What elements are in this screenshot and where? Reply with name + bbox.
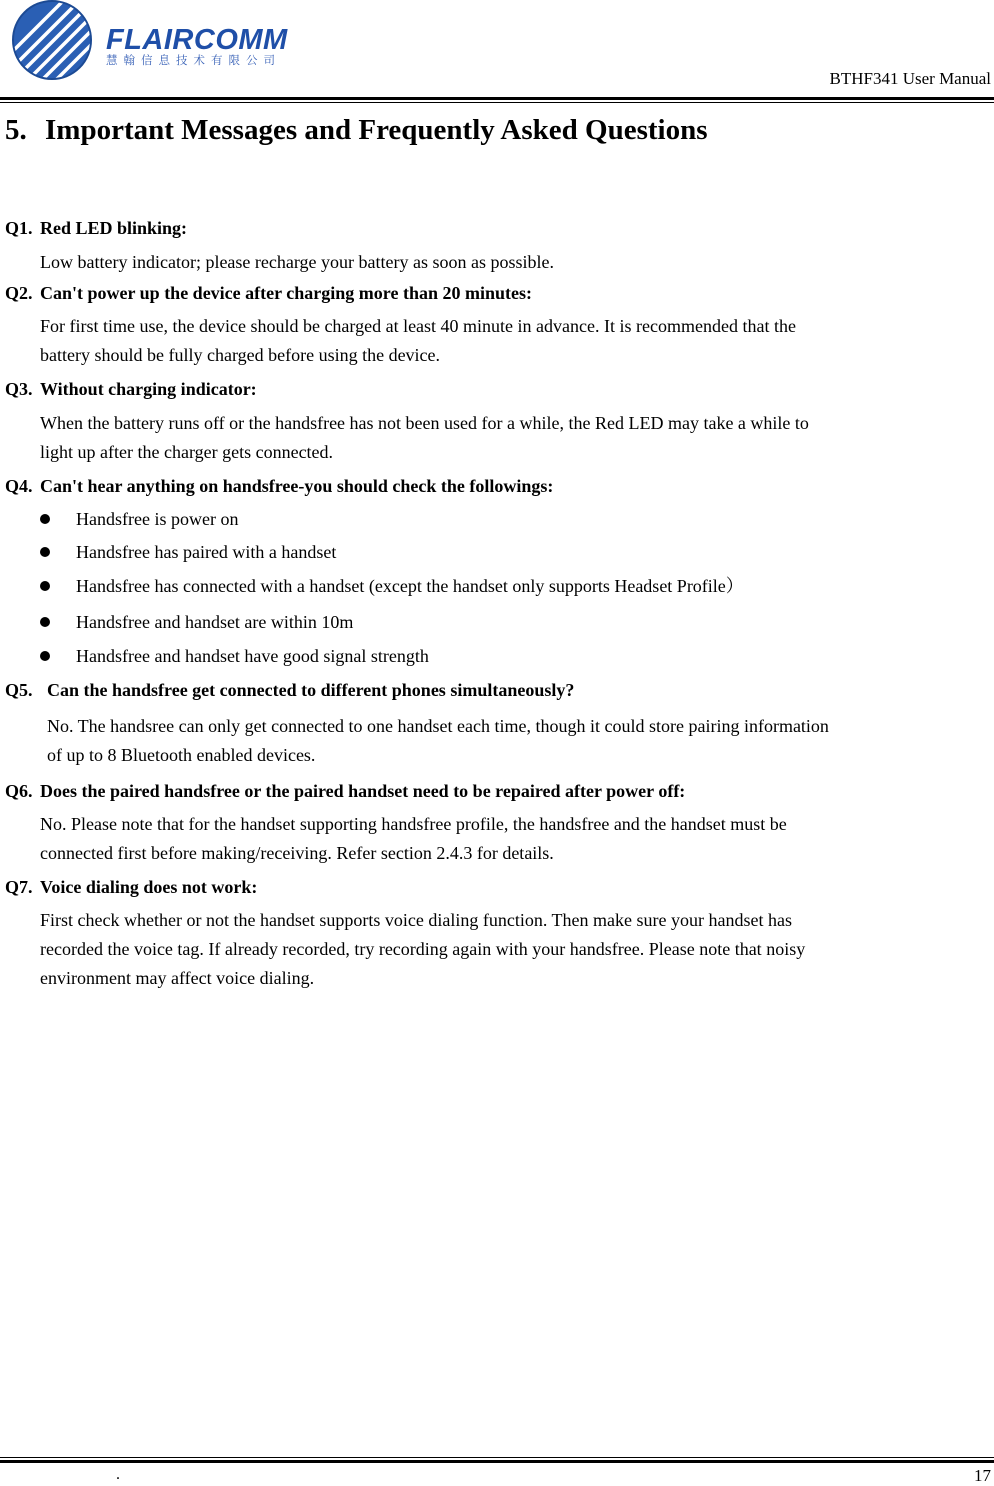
footer-rule-thick: [0, 1460, 994, 1463]
bullet-icon: [40, 651, 50, 661]
answer-line: For first time use, the device should be charged at least 40 minute in advance. It is recommended that the: [40, 316, 796, 336]
bullet-icon: [40, 581, 50, 591]
answer-line: light up after the charger gets connected.: [40, 442, 334, 462]
faq-answer-7: [40, 906, 805, 993]
faq-answer-1: [40, 248, 554, 277]
section-heading: [5, 114, 708, 147]
answer-line: First check whether or not the handset supports voice dialing function. Then make sure your handset has: [40, 910, 792, 930]
question-text: Can't power up the device after charging more than 20 minutes:: [40, 283, 532, 303]
answer-line: No. The handsree can only get connected to one handset each time, though it could store pairing information: [47, 716, 829, 736]
checklist-item: Handsfree is power on: [40, 508, 238, 530]
question-number: Q6.: [5, 781, 33, 801]
page-number: 17: [974, 1466, 991, 1485]
section-title-text: Important Messages and Frequently Asked Questions: [45, 114, 708, 146]
faq-question-3: [5, 378, 257, 400]
answer-line: No. Please note that for the handset supporting handsfree profile, the handsfree and the handset must be: [40, 814, 787, 834]
question-text: Does the paired handsfree or the paired handset need to be repaired after power off:: [40, 781, 686, 801]
header-rule-thick: [0, 97, 994, 100]
footer-rule-thin: [0, 1457, 994, 1458]
question-number: Q1.: [5, 218, 33, 238]
faq-answer-3: [40, 409, 809, 467]
faq-question-6: [5, 780, 685, 802]
flaircomm-logo: [6, 0, 306, 84]
faq-answer-6: [40, 810, 787, 868]
answer-line: environment may affect voice dialing.: [40, 968, 315, 988]
answer-line: When the battery runs off or the handsfree has not been used for a while, the Red LED may take a while to: [40, 413, 809, 433]
section-number: 5.: [5, 114, 27, 146]
bullet-icon: [40, 514, 50, 524]
question-number: Q4.: [5, 476, 33, 496]
answer-line: recorded the voice tag. If already recorded, try recording again with your handsfree. Please note that noisy: [40, 939, 806, 959]
question-number: Q2.: [5, 283, 33, 303]
logo-wordmark: FLAIRCOMM: [106, 24, 288, 56]
flaircomm-logo-icon: [6, 0, 102, 84]
question-text: Can't hear anything on handsfree-you should check the followings:: [40, 476, 554, 496]
answer-line: connected first before making/receiving. Refer section 2.4.3 for details.: [40, 843, 554, 863]
answer-line: of up to 8 Bluetooth enabled devices.: [47, 745, 316, 765]
faq-question-1: [5, 217, 187, 239]
question-text: Voice dialing does not work:: [40, 877, 258, 897]
bullet-icon: [40, 617, 50, 627]
question-text: Without charging indicator:: [40, 379, 257, 399]
checklist-item: Handsfree has paired with a handset: [40, 541, 336, 563]
question-number: Q7.: [5, 877, 33, 897]
faq-question-4: [5, 475, 553, 497]
bullet-icon: [40, 547, 50, 557]
checklist-item: Handsfree and handset are within 10m: [40, 611, 353, 633]
footer-mark: .: [116, 1466, 120, 1483]
question-text: Red LED blinking:: [40, 218, 188, 238]
faq-answer-2: [40, 312, 796, 370]
checklist-item: Handsfree and handset have good signal strength: [40, 645, 429, 667]
question-text: Can the handsfree get connected to different phones simultaneously?: [47, 680, 575, 700]
document-title: BTHF341 User Manual: [829, 69, 991, 88]
question-number: Q5.: [5, 680, 33, 700]
answer-line: Low battery indicator; please recharge your battery as soon as possible.: [40, 252, 555, 272]
faq-question-7: [5, 876, 257, 898]
logo-subtitle: 慧翰信息技术有限公司: [106, 53, 281, 67]
checklist-item: Handsfree has connected with a handset (except the handset only supports Headset Profile）: [40, 575, 744, 597]
faq-question-5: [5, 679, 574, 701]
faq-answer-5: [47, 712, 829, 770]
question-number: Q3.: [5, 379, 33, 399]
answer-line: battery should be fully charged before using the device.: [40, 345, 441, 365]
header-rule-thin: [0, 102, 994, 103]
faq-question-2: [5, 282, 532, 304]
